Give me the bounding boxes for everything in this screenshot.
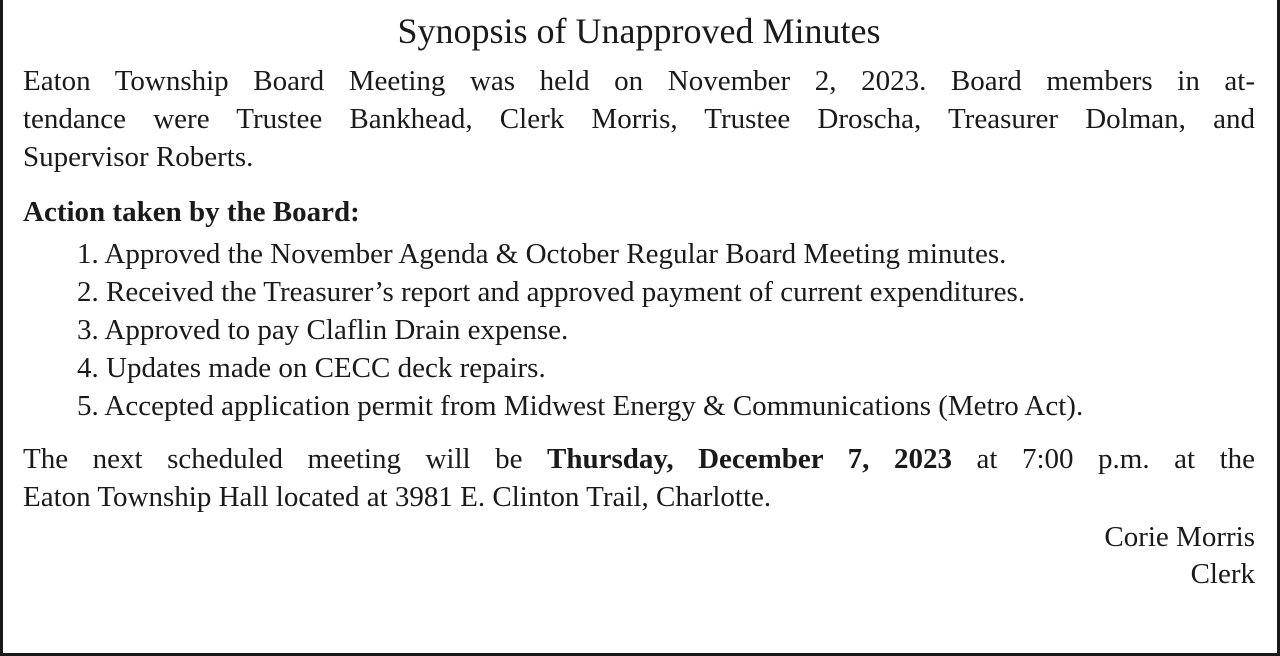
action-item: 1. Approved the November Agenda & October Regular Board Meeting minutes. — [77, 238, 1007, 270]
summary-line: Supervisor Roberts. — [23, 141, 254, 173]
action-item: 4. Updates made on CECC deck repairs. — [77, 352, 546, 384]
summary-line: tendance were Trustee Bankhead, Clerk Morris, Trustee Droscha, Treasurer Dolman, and — [23, 103, 1255, 135]
notice-title: Synopsis of Unapproved Minutes — [397, 11, 881, 51]
action-item: 5. Accepted application permit from Midwest Energy & Communications (Metro Act). — [77, 390, 1084, 422]
next-meeting-time: at 7:00 p.m. at the — [951, 443, 1255, 475]
summary-line: Eaton Township Board Meeting was held on November 2, 2023. Board members in at- — [23, 65, 1255, 97]
signature-name: Corie Morris — [1104, 521, 1255, 553]
action-item: 2. Received the Treasurer’s report and approved payment of current expenditures. — [77, 276, 1026, 308]
meeting-summary — [23, 62, 1255, 176]
actions-list — [23, 235, 1255, 425]
signature-role: Clerk — [1190, 558, 1255, 590]
signature-block — [23, 519, 1255, 593]
actions-heading: Action taken by the Board: — [23, 196, 360, 228]
next-meeting-date: Thursday, December 7, 2023 — [547, 443, 952, 475]
next-meeting-paragraph — [23, 440, 1255, 516]
next-meeting-prefix: The next scheduled meeting will be — [23, 443, 548, 475]
next-meeting-line — [23, 440, 1255, 478]
next-meeting-location: Eaton Township Hall located at 3981 E. Clinton Trail, Charlotte. — [23, 481, 772, 513]
action-item: 3. Approved to pay Claflin Drain expense. — [77, 314, 569, 346]
